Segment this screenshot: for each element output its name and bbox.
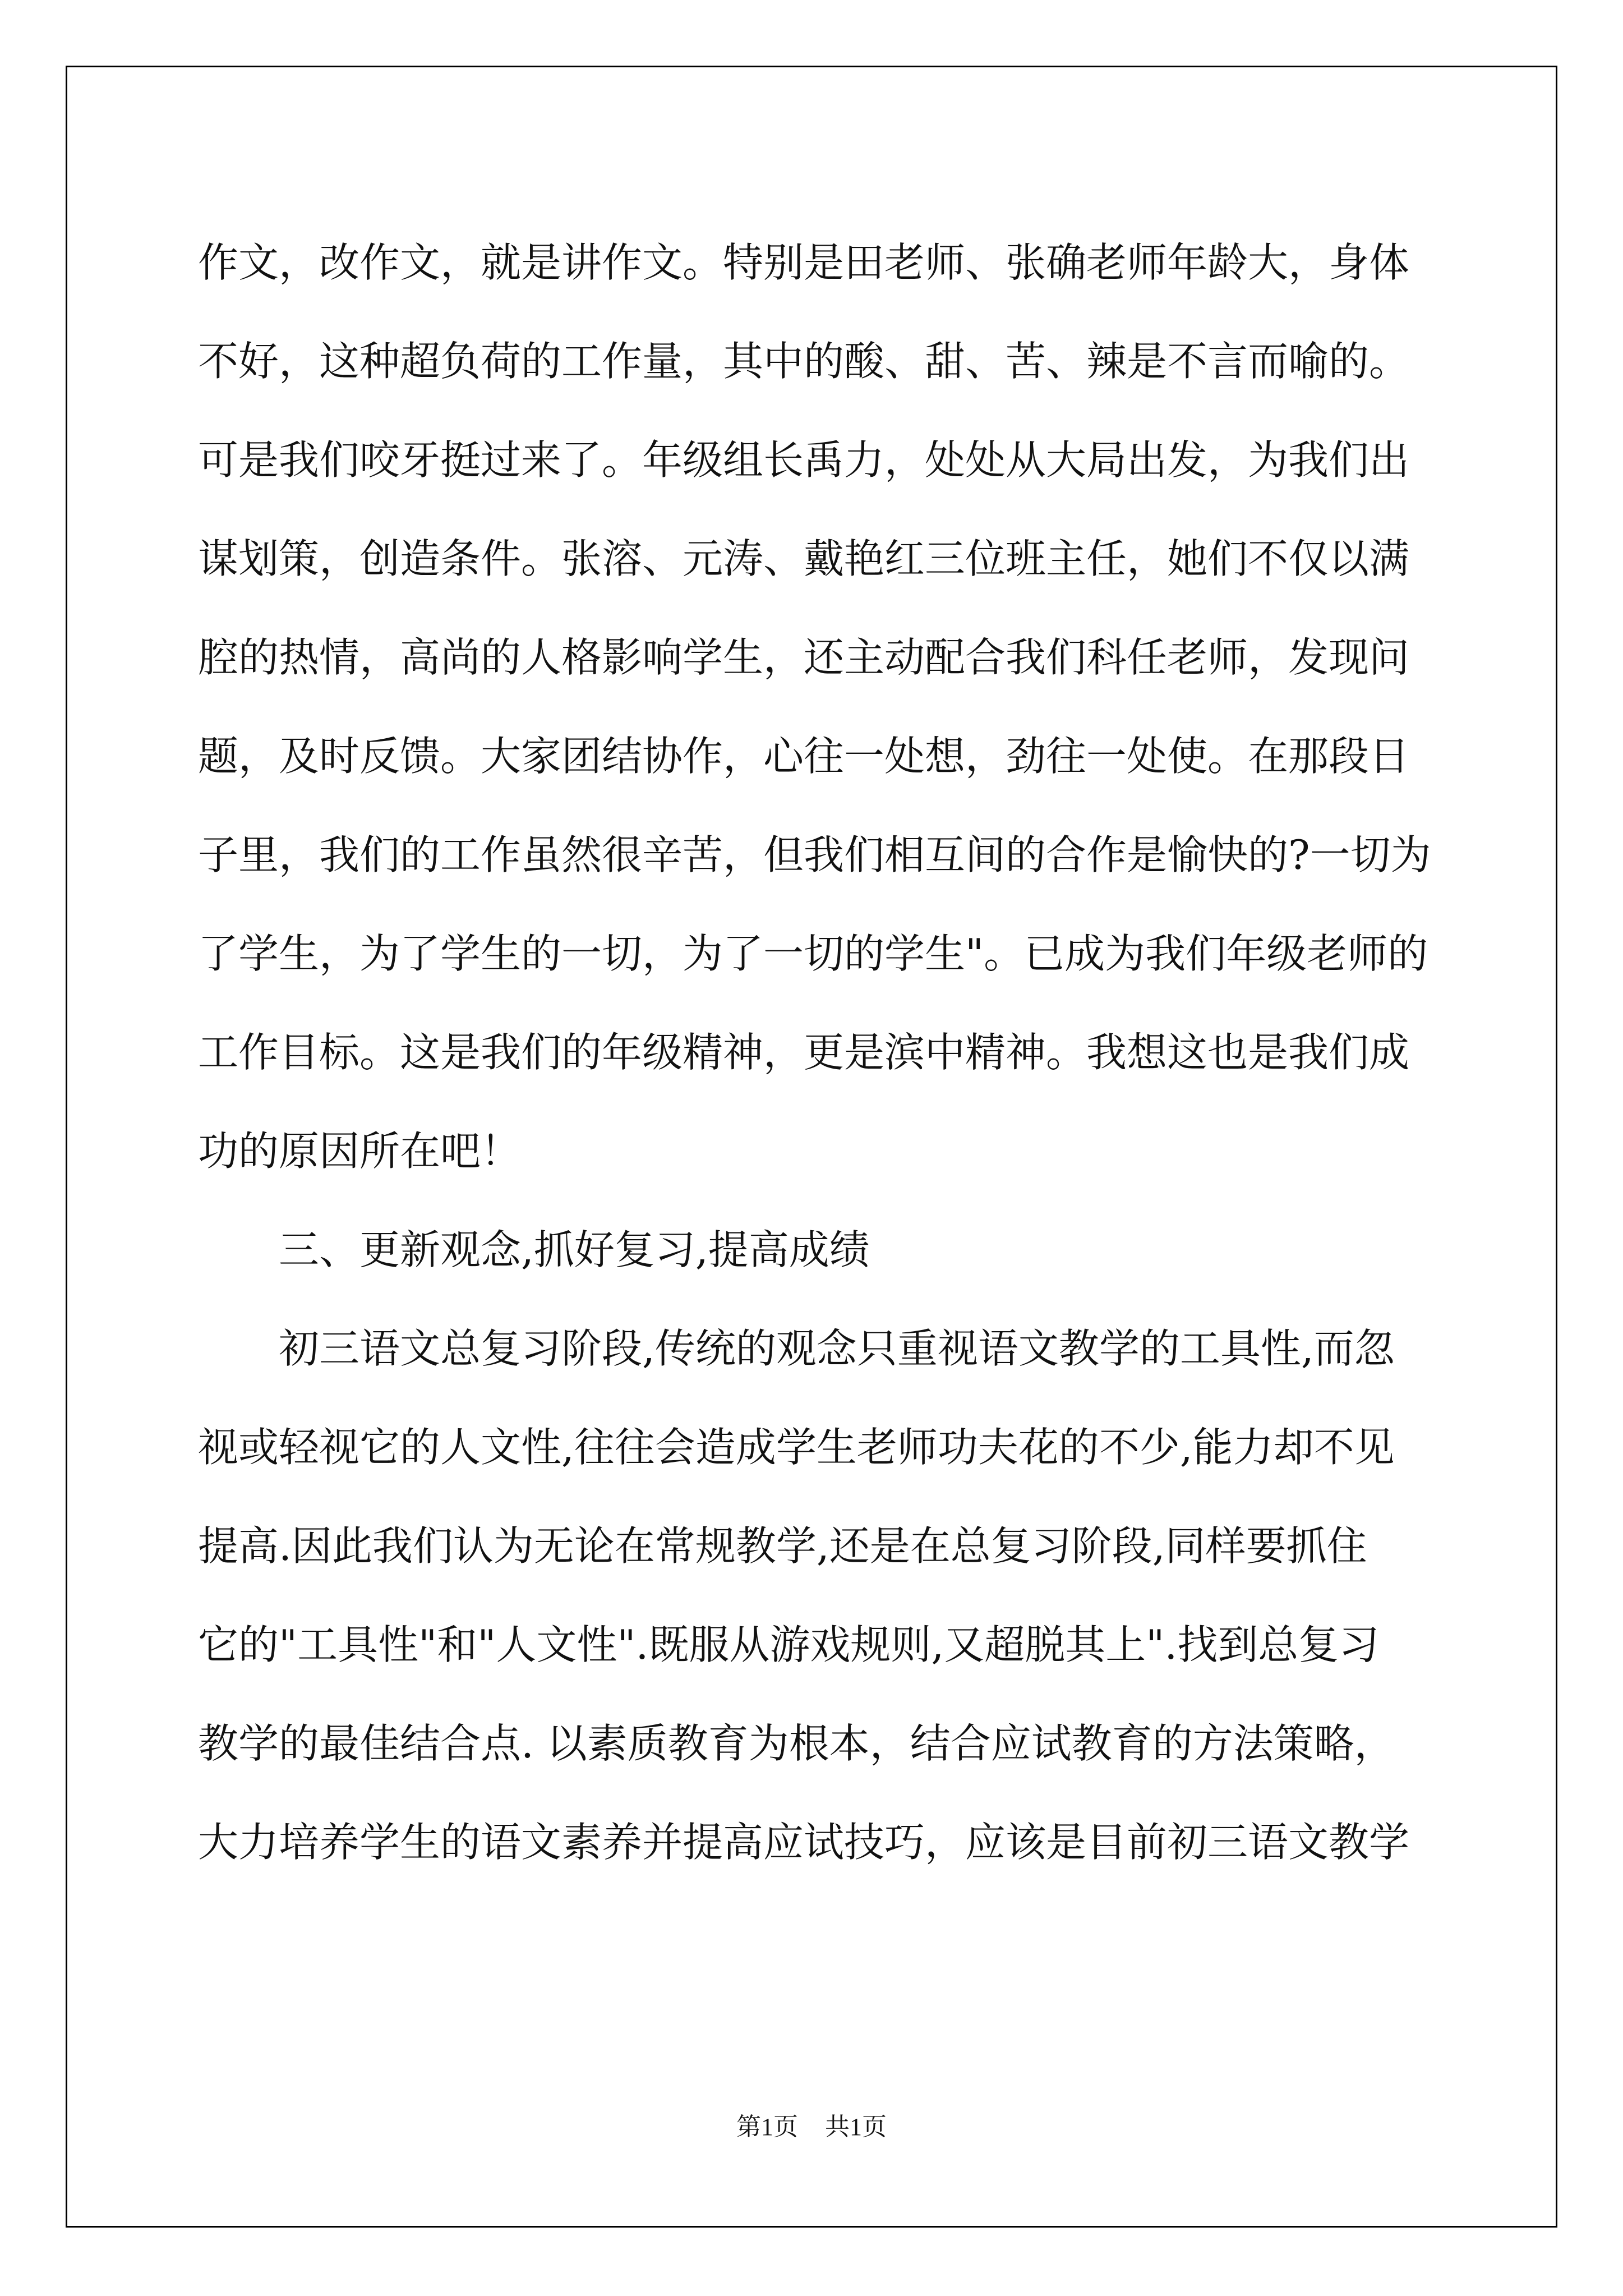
page-number: 第1页	[736, 2113, 798, 2141]
document-body	[198, 213, 1432, 1892]
body-line: 工作目标。这是我们的年级精神，更是滨中精神。我想这也是我们成	[198, 1029, 1410, 1076]
body-line: 可是我们咬牙挺过来了。年级组长禹力，处处从大局出发，为我们出	[198, 436, 1410, 484]
body-line: 视或轻视它的人文性,往往会造成学生老师功夫花的不少,能力却不见	[198, 1424, 1395, 1471]
body-line: 提高.因此我们认为无论在常规教学,还是在总复习阶段,同样要抓住	[198, 1522, 1367, 1570]
body-line: 题，及时反馈。大家团结协作，心往一处想，劲往一处使。在那段日	[198, 733, 1410, 780]
body-line: 初三语文总复习阶段,传统的观念只重视语文教学的工具性,而忽	[279, 1325, 1395, 1372]
section-heading: 三、更新观念,抓好复习,提高成绩	[279, 1226, 870, 1273]
body-line: 大力培养学生的语文素养并提高应试技巧，应该是目前初三语文教学	[198, 1819, 1410, 1866]
body-line: 子里，我们的工作虽然很辛苦，但我们相互间的合作是愉快的?一切为	[198, 831, 1431, 878]
page-total: 共1页	[825, 2113, 887, 2141]
body-line: 谋划策，创造条件。张溶、元涛、戴艳红三位班主任，她们不仅以满	[198, 535, 1410, 582]
body-line: 功的原因所在吧！	[198, 1128, 522, 1175]
body-line: 它的"工具性"和"人文性".既服从游戏规则,又超脱其上".找到总复习	[198, 1621, 1380, 1668]
body-line: 不好，这种超负荷的工作量，其中的酸、甜、苦、辣是不言而喻的。	[198, 338, 1410, 385]
body-line: 了学生，为了学生的一切，为了一切的学生"。已成为我们年级老师的	[198, 930, 1428, 977]
body-line: 腔的热情，高尚的人格影响学生，还主动配合我们科任老师，发现问	[198, 634, 1410, 681]
body-line: 教学的最佳结合点. 以素质教育为根本，结合应试教育的方法策略，	[198, 1720, 1395, 1767]
body-line: 作文，改作文，就是讲作文。特别是田老师、张确老师年龄大，身体	[198, 239, 1410, 286]
page-footer	[0, 2110, 1623, 2144]
